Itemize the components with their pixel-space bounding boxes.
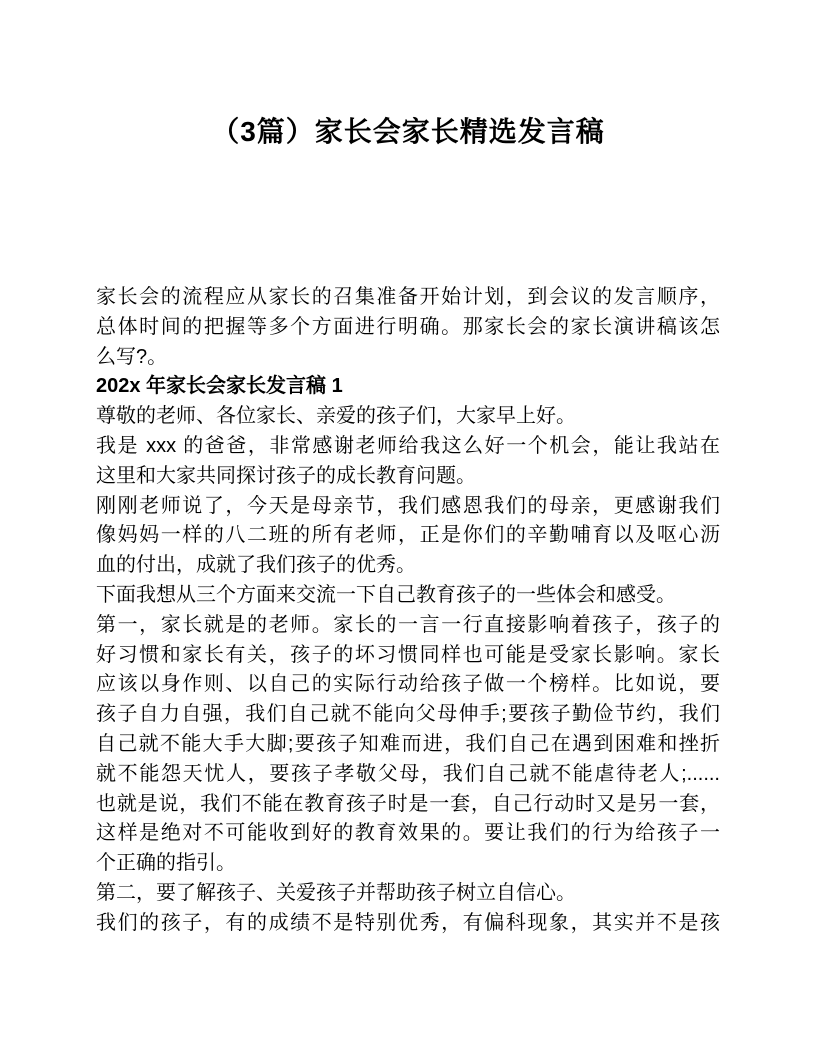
text-line: 个正确的指引。: [96, 852, 236, 875]
document-body: [96, 283, 720, 939]
text-line: 就不能怨天忧人，要孩子孝敬父母，我们自己就不能虐待老人;......: [96, 762, 720, 785]
text-line: 么写?。: [96, 345, 168, 368]
text-line: 好习惯和家长有关，孩子的坏习惯同样也可能是受家长影响。家长: [96, 643, 720, 666]
document-title: （3篇）家长会家长精选发言稿: [211, 116, 605, 147]
text-line: 第一，家长就是的老师。家长的一言一行直接影响着孩子，孩子的: [96, 613, 720, 636]
text-line: 我们的孩子，有的成绩不是特别优秀，有偏科现象，其实并不是孩: [96, 911, 720, 934]
text-line: 总体时间的把握等多个方面进行明确。那家长会的家长演讲稿该怎: [96, 315, 720, 338]
text-line: 应该以身作则、以自己的实际行动给孩子做一个榜样。比如说，要: [96, 673, 720, 696]
text-line: 这样是绝对不可能收到好的教育效果的。要让我们的行为给孩子一: [96, 822, 720, 845]
section-heading-line: 202x 年家长会家长发言稿 1: [96, 375, 343, 398]
text-line: 下面我想从三个方面来交流一下自己教育孩子的一些体会和感受。: [96, 583, 676, 606]
text-line: 第二，要了解孩子、关爱孩子并帮助孩子树立自信心。: [96, 881, 576, 904]
text-line: 像妈妈一样的八二班的所有老师，正是你们的辛勤哺育以及呕心沥: [96, 524, 720, 547]
text-line: 刚刚老师说了，今天是母亲节，我们感恩我们的母亲，更感谢我们: [96, 494, 720, 517]
text-line: 自己就不能大手大脚;要孩子知难而进，我们自己在遇到困难和挫折: [96, 732, 720, 755]
text-line: 孩子自力自强，我们自己就不能向父母伸手;要孩子勤俭节约，我们: [96, 703, 720, 726]
text-line: 也就是说，我们不能在教育孩子时是一套，自己行动时又是另一套，: [96, 792, 720, 815]
text-line: 尊敬的老师、各位家长、亲爱的孩子们，大家早上好。: [96, 405, 576, 428]
text-line: 血的付出，成就了我们孩子的优秀。: [96, 554, 416, 577]
text-line: 这里和大家共同探讨孩子的成长教育问题。: [96, 464, 476, 487]
text-line: 家长会的流程应从家长的召集准备开始计划，到会议的发言顺序，: [96, 286, 720, 308]
text-line: 我是 xxx 的爸爸，非常感谢老师给我这么好一个机会，能让我站在: [96, 434, 720, 457]
